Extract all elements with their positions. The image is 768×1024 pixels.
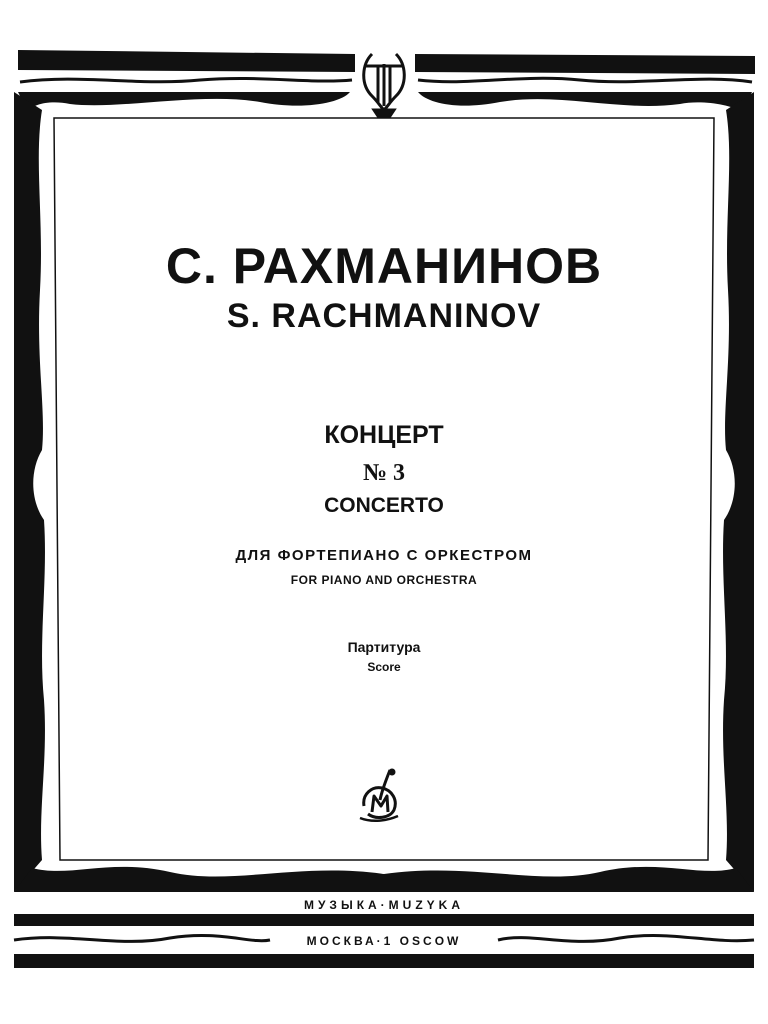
scoring-ru: ДЛЯ ФОРТЕПИАНО С ОРКЕСТРОМ bbox=[235, 547, 533, 564]
composer-name-ru: С. РАХМАНИНОВ bbox=[165, 238, 603, 294]
publisher-logo-icon bbox=[354, 766, 410, 824]
publisher-city: МОСКВА·1 OSCOW bbox=[306, 934, 462, 948]
publisher-name: МУЗЫКА·MUZYKA bbox=[303, 898, 465, 912]
scoring-en: FOR PIANO AND ORCHESTRA bbox=[290, 573, 478, 587]
edition-type-ru: Партитура bbox=[347, 639, 421, 655]
lyre-icon bbox=[364, 54, 405, 116]
work-title-ru: КОНЦЕРТ bbox=[324, 421, 444, 449]
composer-name-en: S. RACHMANINOV bbox=[226, 297, 542, 335]
work-number: № 3 bbox=[362, 460, 406, 486]
work-title-en: CONCERTO bbox=[324, 494, 444, 517]
edition-type-en: Score bbox=[367, 660, 401, 674]
